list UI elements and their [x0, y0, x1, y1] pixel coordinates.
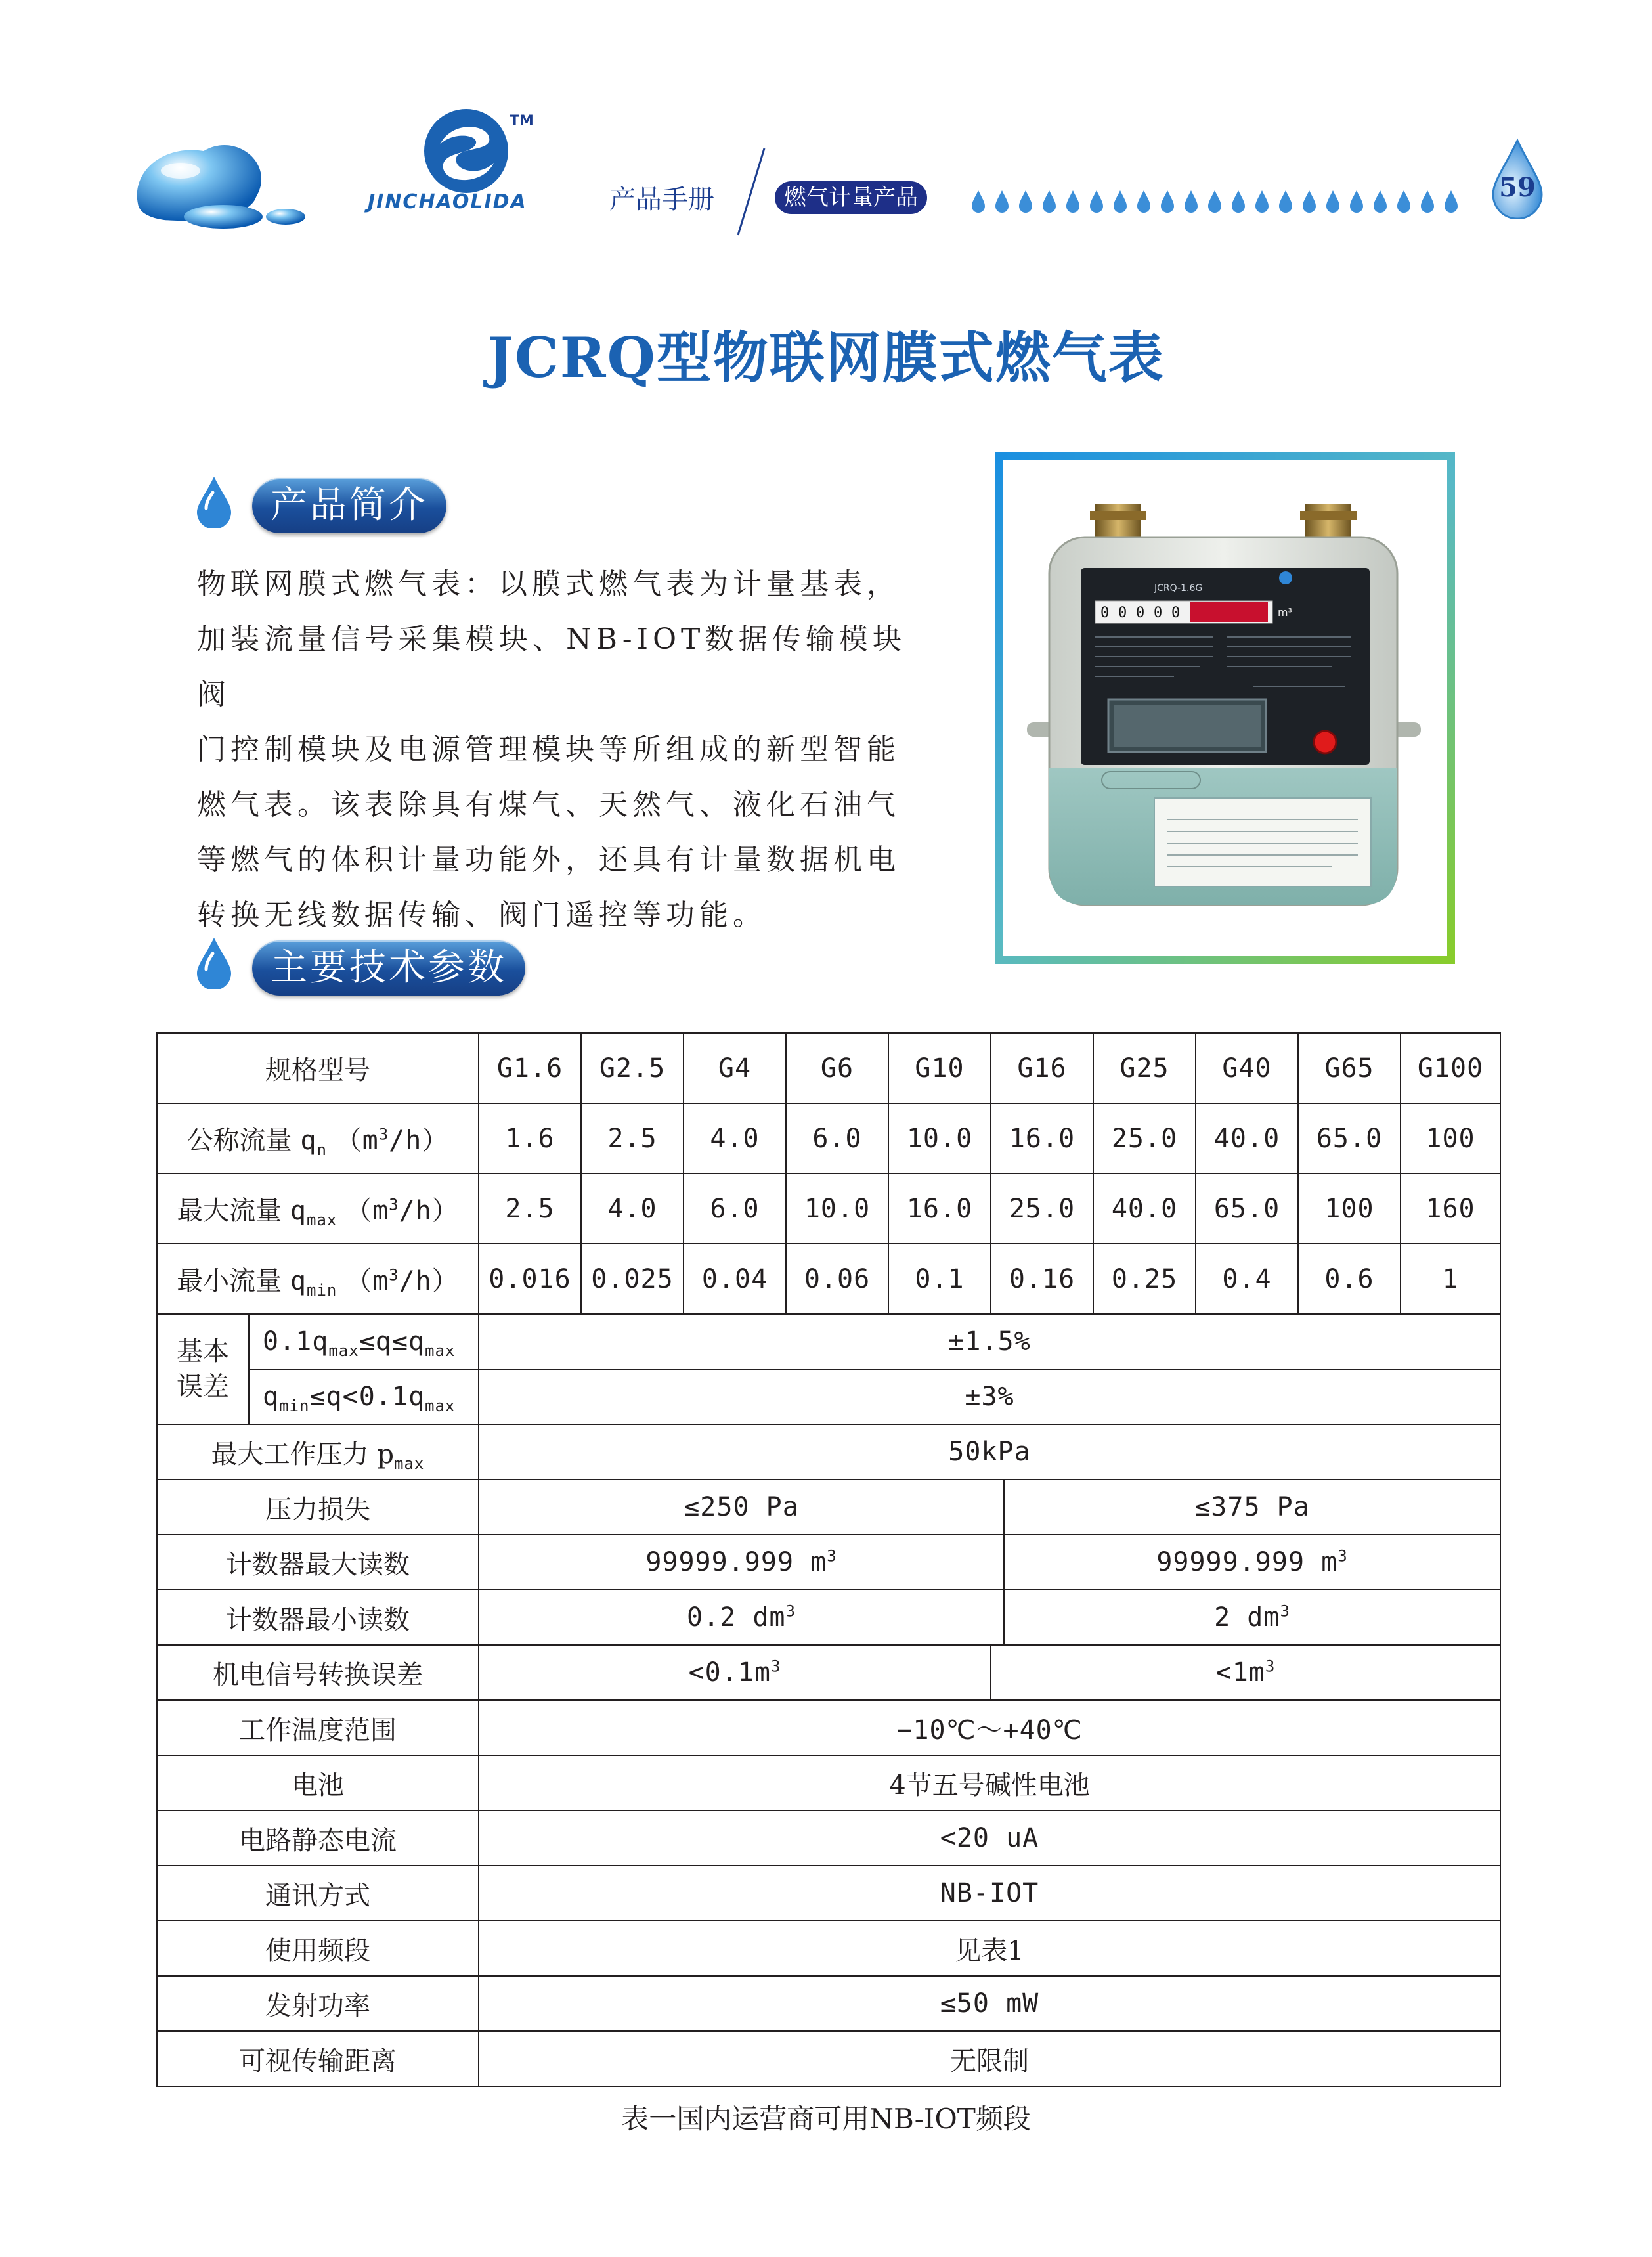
handbook-label: 产品手册: [609, 185, 714, 215]
model-cell: G2.5: [581, 1033, 684, 1103]
counter-min-value-2: 2 $dm^3$: [1004, 1590, 1500, 1645]
temp-range-label: 工作温度范围: [157, 1700, 479, 1755]
basic-error-label: 基本误差: [157, 1314, 249, 1424]
value-cell: 0.4: [1196, 1244, 1298, 1314]
model-cell: G16: [991, 1033, 1093, 1103]
value-cell: 16.0: [991, 1103, 1093, 1173]
section-heading-params: 主要技术参数: [252, 940, 525, 996]
document-title: JCRQ型物联网膜式燃气表: [487, 325, 1165, 390]
pressure-loss-value-2: ≤375 Pa: [1004, 1479, 1500, 1535]
value-cell: 2.5: [479, 1173, 581, 1244]
table-row: [157, 1921, 1500, 1976]
table-row: [157, 2031, 1500, 2086]
table-row: [157, 1244, 1500, 1314]
value-cell: 0.1: [888, 1244, 991, 1314]
water-drop-logo-icon: [125, 125, 322, 236]
intro-line: 燃气表。该表除具有煤气、天然气、液化石油气: [197, 788, 900, 822]
freq-band-label: 使用频段: [157, 1921, 479, 1976]
table-row: [157, 1314, 1500, 1369]
pressure-loss-value-1: ≤250 Pa: [479, 1479, 1004, 1535]
value-cell: 0.025: [581, 1244, 684, 1314]
svg-text:0: 0: [1100, 605, 1110, 621]
intro-line: 门控制模块及电源管理模块等所组成的新型智能: [197, 733, 900, 766]
em-error-value-2: $<1m^3$: [991, 1645, 1500, 1700]
photo-model-label: JCRQ-1.6G: [1154, 583, 1203, 594]
pressure-loss-label: 压力损失: [157, 1479, 479, 1535]
value-cell: 25.0: [1093, 1103, 1196, 1173]
value-cell: 25.0: [991, 1173, 1093, 1244]
value-cell: 0.04: [684, 1244, 786, 1314]
model-cell: G100: [1401, 1033, 1500, 1103]
em-error-label: 机电信号转换误差: [157, 1645, 479, 1700]
photo-unit: m³: [1278, 606, 1292, 619]
table-row: [157, 1535, 1500, 1590]
quiescent-current-value: <20 uA: [479, 1810, 1500, 1866]
table-row: [157, 1369, 1500, 1424]
model-cell: G40: [1196, 1033, 1298, 1103]
model-cell: G65: [1298, 1033, 1401, 1103]
tx-power-value: ≤50 mW: [479, 1976, 1500, 2031]
category-badge: 燃气计量产品: [775, 181, 927, 214]
value-cell: 4.0: [581, 1173, 684, 1244]
value-cell: 16.0: [888, 1173, 991, 1244]
value-cell: 65.0: [1196, 1173, 1298, 1244]
value-cell: 100: [1298, 1173, 1401, 1244]
counter-max-value-2: 99999.999 $m^3$: [1004, 1535, 1500, 1590]
battery-label: 电池: [157, 1755, 479, 1810]
section-heading-intro: 产品简介: [252, 478, 446, 533]
value-cell: 0.6: [1298, 1244, 1401, 1314]
max-pressure-label: 最大工作压力 $p_{max}$: [157, 1424, 479, 1479]
value-cell: 2.5: [581, 1103, 684, 1173]
page-number: 59: [1499, 172, 1536, 203]
value-cell: 4.0: [684, 1103, 786, 1173]
comm-mode-value: NB-IOT: [479, 1866, 1500, 1921]
model-header: 规格型号: [157, 1033, 479, 1103]
value-cell: 40.0: [1093, 1173, 1196, 1244]
battery-value: 4节五号碱性电池: [479, 1755, 1500, 1810]
visual-distance-label: 可视传输距离: [157, 2031, 479, 2086]
intro-line: 物联网膜式燃气表：以膜式燃气表为计量基表，: [197, 567, 900, 601]
temp-range-value: −10℃～+40℃: [479, 1700, 1500, 1755]
value-cell: 6.0: [684, 1173, 786, 1244]
intro-paragraph: [197, 557, 906, 943]
nominal-flow-label: 公称流量 $q_n$ $(m^3/h)$: [157, 1103, 479, 1173]
tx-power-label: 发射功率: [157, 1976, 479, 2031]
table-row: [157, 1700, 1500, 1755]
error-value-1: ±1.5%: [479, 1314, 1500, 1369]
value-cell: 1: [1401, 1244, 1500, 1314]
error-value-2: ±3%: [479, 1369, 1500, 1424]
counter-min-value-1: 0.2 $dm^3$: [479, 1590, 1004, 1645]
max-pressure-value: 50kPa: [479, 1424, 1500, 1479]
value-cell: 0.06: [786, 1244, 888, 1314]
gas-meter-image: [1003, 460, 1447, 956]
model-cell: G4: [684, 1033, 786, 1103]
max-flow-label: 最大流量 $q_{max}$ $(m^3/h)$: [157, 1173, 479, 1244]
value-cell: 40.0: [1196, 1103, 1298, 1173]
trademark-mark: TM: [510, 113, 534, 129]
model-cell: G1.6: [479, 1033, 581, 1103]
decorative-drops-icon: [972, 185, 1471, 215]
value-cell: 100: [1401, 1103, 1500, 1173]
value-cell: 0.25: [1093, 1244, 1196, 1314]
svg-text:0: 0: [1136, 605, 1145, 621]
value-cell: 1.6: [479, 1103, 581, 1173]
counter-min-label: 计数器最小读数: [157, 1590, 479, 1645]
value-cell: 10.0: [786, 1173, 888, 1244]
model-cell: G10: [888, 1033, 991, 1103]
section-drop-icon: [194, 475, 234, 528]
table-row: [157, 1976, 1500, 2031]
divider-slash: [731, 146, 771, 238]
freq-band-value: 见表1: [479, 1921, 1500, 1976]
counter-max-value-1: 99999.999 $m^3$: [479, 1535, 1004, 1590]
table-row: [157, 1590, 1500, 1645]
table-row: [157, 1479, 1500, 1535]
error-condition-1: $0.1q_{max}\le q\le q_{max}$: [249, 1314, 479, 1369]
table-row: [157, 1173, 1500, 1244]
min-flow-label: 最小流量 $q_{min}$ $(m^3/h)$: [157, 1244, 479, 1314]
table-row: [157, 1033, 1500, 1103]
model-cell: G6: [786, 1033, 888, 1103]
spec-table: [156, 1032, 1501, 2087]
intro-line: 加装流量信号采集模块、NB-IOT数据传输模块阀: [197, 623, 906, 711]
table-caption: 表一国内运营商可用NB-IOT频段: [621, 2103, 1031, 2135]
value-cell: 160: [1401, 1173, 1500, 1244]
table-row: [157, 1810, 1500, 1866]
value-cell: 0.016: [479, 1244, 581, 1314]
em-error-value-1: $<0.1m^3$: [479, 1645, 991, 1700]
table-row: [157, 1866, 1500, 1921]
brand-name: JINCHAOLIDA: [368, 190, 527, 213]
table-row: [157, 1755, 1500, 1810]
table-row: [157, 1424, 1500, 1479]
value-cell: 10.0: [888, 1103, 991, 1173]
svg-text:0: 0: [1154, 605, 1163, 621]
brand-logo-icon: [420, 105, 512, 197]
table-row: [157, 1645, 1500, 1700]
table-row: [157, 1103, 1500, 1173]
svg-text:0: 0: [1171, 605, 1181, 621]
value-cell: 6.0: [786, 1103, 888, 1173]
intro-line: 等燃气的体积计量功能外，还具有计量数据机电: [197, 843, 900, 877]
error-condition-2: $q_{min}\le q<0.1q_{max}$: [249, 1369, 479, 1424]
section-drop-icon: [194, 936, 234, 989]
value-cell: 65.0: [1298, 1103, 1401, 1173]
model-cell: G25: [1093, 1033, 1196, 1103]
value-cell: 0.16: [991, 1244, 1093, 1314]
visual-distance-value: 无限制: [479, 2031, 1500, 2086]
intro-line: 转换无线数据传输、阀门遥控等功能。: [197, 898, 766, 932]
quiescent-current-label: 电路静态电流: [157, 1810, 479, 1866]
counter-max-label: 计数器最大读数: [157, 1535, 479, 1590]
svg-text:0: 0: [1118, 605, 1127, 621]
comm-mode-label: 通讯方式: [157, 1866, 479, 1921]
